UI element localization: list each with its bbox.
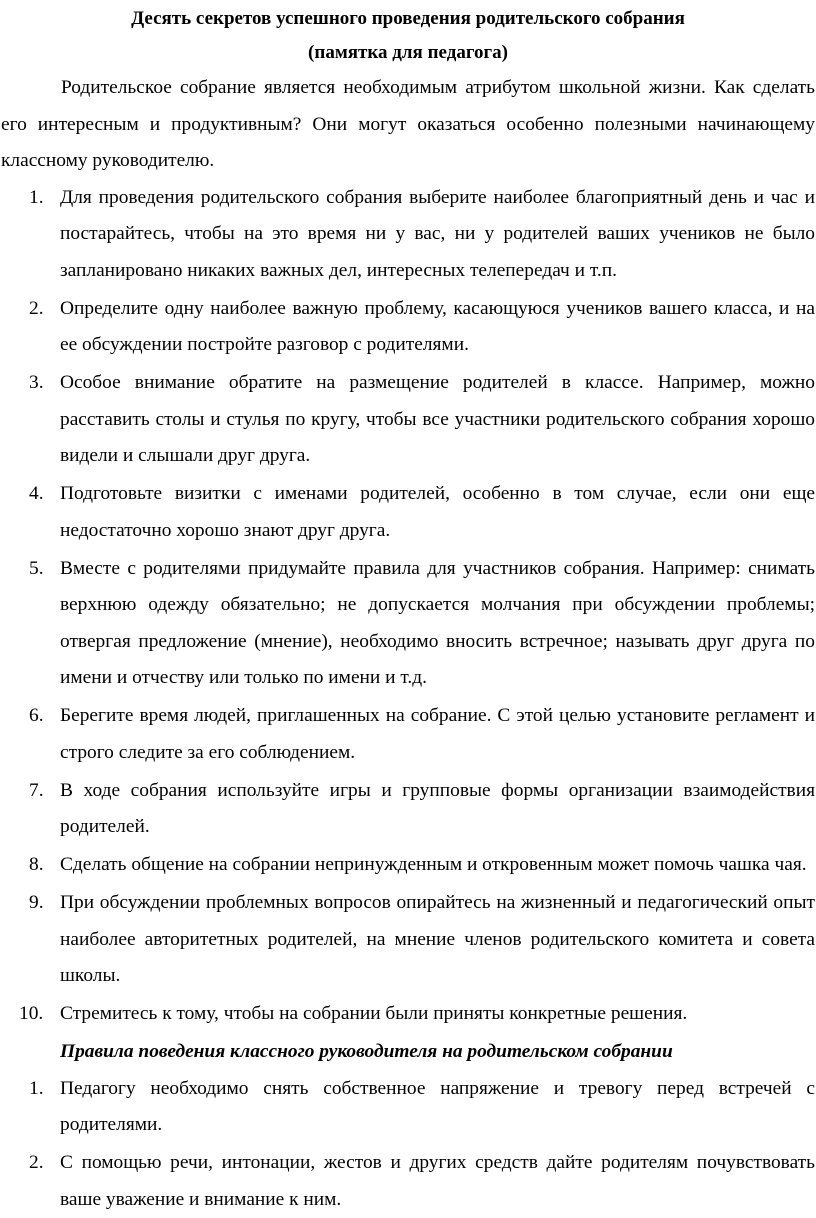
- list-item-text: С помощью речи, интонации, жестов и других средств дайте родителям почувствовать ваше уважение и внимание к ним.: [60, 1152, 815, 1210]
- list-item: [0, 365, 816, 475]
- list-item-number: 8.: [29, 847, 44, 884]
- rules-list: [0, 1071, 816, 1218]
- list-item-number: 6.: [29, 698, 44, 735]
- list-item-number: 10.: [19, 996, 43, 1033]
- list-item-number: 1.: [29, 180, 44, 217]
- rules-heading: Правила поведения классного руководителя на родительском собрании: [0, 1034, 816, 1071]
- list-item-number: 1.: [29, 1071, 44, 1108]
- list-item-number: 2.: [29, 291, 44, 328]
- list-item-text: Стремитесь к тому, чтобы на собрании были приняты конкретные решения.: [60, 1003, 687, 1024]
- list-item-number: 9.: [29, 885, 44, 922]
- list-item-text: При обсуждении проблемных вопросов опирайтесь на жизненный и педагогический опыт наиболее авторитетных родителей, на мнение членов родительского комитета и совета школы.: [60, 892, 815, 986]
- list-item-text: Для проведения родительского собрания выберите наиболее благоприятный день и час и постарайтесь, чтобы на это время ни у вас, ни у родителей ваших учеников не было запланировано никаких важных дел, интересных телепередач и т.п.: [60, 187, 815, 281]
- list-item-number: 5.: [29, 551, 44, 588]
- list-item-number: 2.: [29, 1145, 44, 1182]
- list-item-text: В ходе собрания используйте игры и групповые формы организации взаимодействия родителей.: [60, 780, 815, 838]
- list-item-text: Вместе с родителями придумайте правила для участников собрания. Например: снимать верхнюю одежду обязательно; не допускается молчания при обсуждении проблемы; отвергая предложение (мнение), необходимо вносить встречное; называть друг друга по имени и отчеству или только по имени и т.д.: [60, 558, 815, 689]
- secrets-list: [0, 180, 816, 1033]
- list-item-text: Берегите время людей, приглашенных на собрание. С этой целью установите регламент и строго следите за его соблюдением.: [60, 705, 815, 763]
- document-subtitle: (памятка для педагога): [0, 36, 816, 70]
- list-item-text: Особое внимание обратите на размещение родителей в классе. Например, можно расставить столы и стулья по кругу, чтобы все участники родительского собрания хорошо видели и слышали друг друга.: [60, 372, 815, 466]
- intro-paragraph: Родительское собрание является необходимым атрибутом школьной жизни. Как сделать его интересным и продуктивным? Они могут оказаться особенно полезными начинающему классному руководителю.: [0, 70, 816, 180]
- list-item-text: Педагогу необходимо снять собственное напряжение и тревогу перед встречей с родителями.: [60, 1078, 815, 1136]
- list-item: [0, 885, 816, 995]
- list-item-text: Подготовьте визитки с именами родителей, особенно в том случае, если они еще недостаточно хорошо знают друг друга.: [60, 483, 815, 541]
- list-item-number: 4.: [29, 476, 44, 513]
- document-title: Десять секретов успешного проведения родительского собрания: [0, 2, 816, 36]
- list-item: [0, 698, 816, 771]
- list-item: [0, 551, 816, 697]
- list-item: [0, 476, 816, 549]
- list-item: [0, 1145, 816, 1218]
- list-item-number: 7.: [29, 773, 44, 810]
- list-item: [0, 773, 816, 846]
- list-item-text: Определите одну наиболее важную проблему, касающуюся учеников вашего класса, и на ее обсуждении постройте разговор с родителями.: [60, 298, 815, 356]
- list-item: [0, 847, 816, 884]
- list-item-text: Сделать общение на собрании непринужденным и откровенным может помочь чашка чая.: [60, 854, 807, 875]
- list-item: [0, 1071, 816, 1144]
- list-item: [0, 291, 816, 364]
- list-item-number: 3.: [29, 365, 44, 402]
- list-item: [0, 180, 816, 290]
- list-item: [0, 996, 816, 1033]
